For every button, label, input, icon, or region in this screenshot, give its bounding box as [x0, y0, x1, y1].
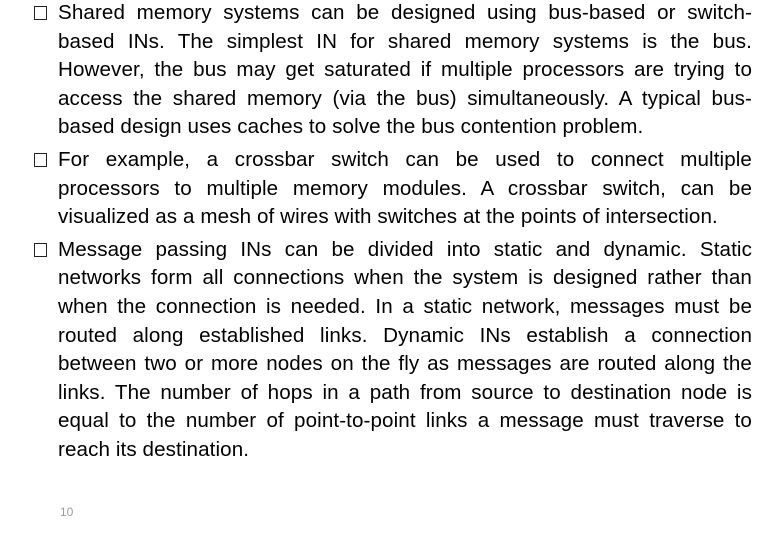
square-bullet-icon: [34, 243, 47, 257]
bullet-text: For example, a crossbar switch can be used to connect multiple processors to multiple memory modules. A crossbar switch, can be visualized as a mesh of wires with switches at the points of intersection.: [58, 147, 752, 229]
bullet-item-shared-memory: [34, 0, 752, 142]
square-bullet-icon: [34, 6, 47, 20]
bullet-item-crossbar: [34, 146, 752, 232]
bullet-text: Shared memory systems can be designed using bus-based or switch-based INs. The simplest IN for shared memory systems is the bus. However, the bus may get saturated if multiple processors are trying to access the shared memory (via the bus) simultaneously. A typical bus-based design uses caches to solve the bus contention problem.: [58, 1, 752, 139]
bullet-list: [34, 0, 752, 469]
bullet-text: Message passing INs can be divided into static and dynamic. Static networks form all connections when the system is designed rather than when the connection is needed. In a static network, messages must be routed along established links. Dynamic INs establish a connection between two or more nodes on the fly as messages are routed along the links. The number of hops in a path from source to destination node is equal to the number of point-to-point links a message must traverse to reach its destination.: [58, 237, 752, 461]
square-bullet-icon: [34, 153, 47, 167]
slide-number: 10: [60, 505, 74, 519]
bullet-item-message-passing: [34, 236, 752, 465]
